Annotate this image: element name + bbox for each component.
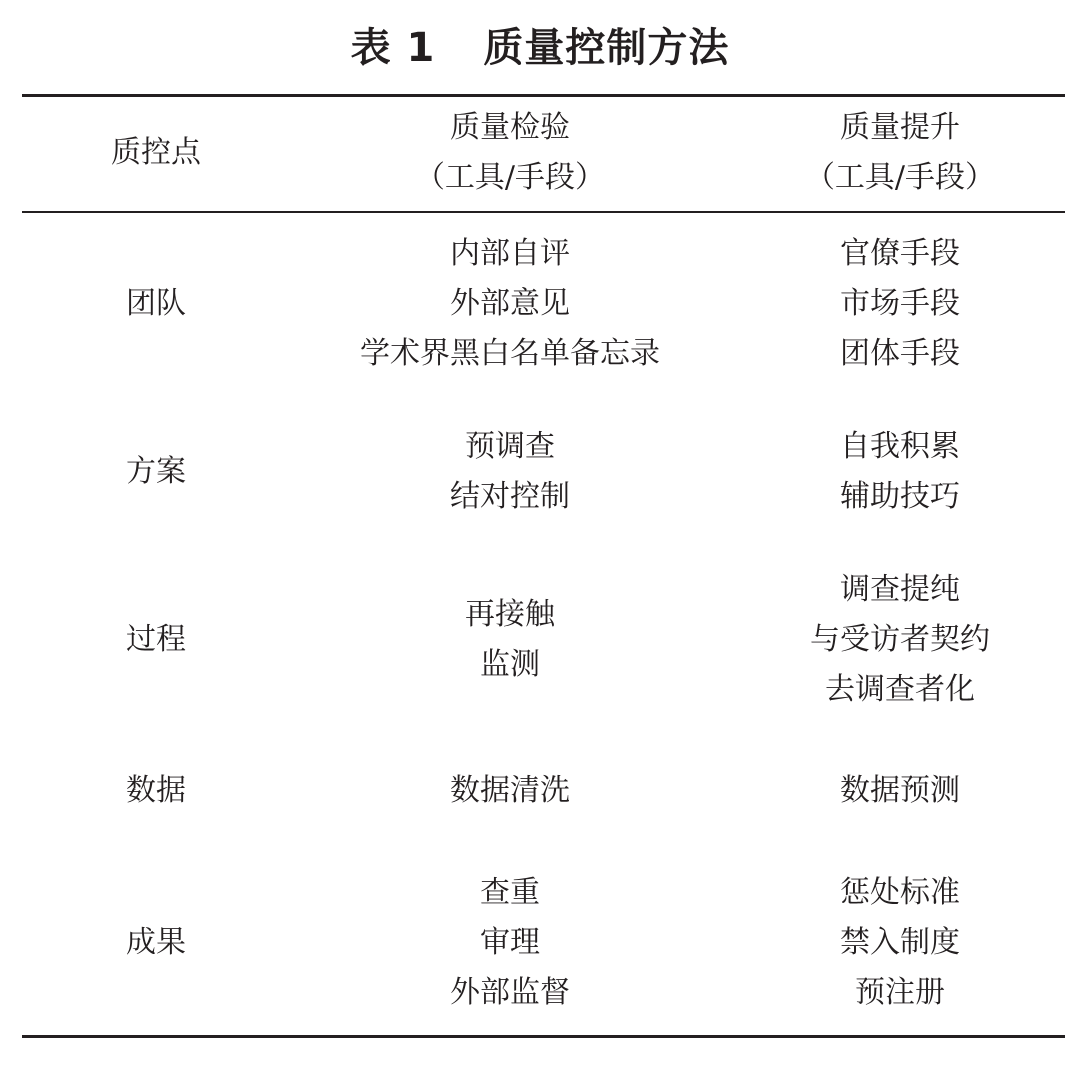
table-header-rule: [22, 211, 1065, 213]
row-team-improvement: 官僚手段 市场手段 团体手段: [840, 236, 960, 371]
row-process-improvement: 调查提纯 与受访者契约 去调查者化: [810, 572, 990, 707]
row-plan-point: 方案: [126, 454, 186, 489]
header-quality-point: 质控点: [111, 135, 201, 170]
row-team-inspection: 内部自评 外部意见 学术界黑白名单备忘录: [360, 236, 660, 371]
row-outcome-improvement: 惩处标准 禁入制度 预注册: [840, 875, 960, 1010]
row-data-point: 数据: [126, 773, 186, 808]
row-process-inspection: 再接触 监测: [465, 597, 555, 682]
row-data-inspection: 数据清洗: [450, 773, 570, 808]
row-outcome-inspection: 查重 审理 外部监督: [450, 875, 570, 1010]
header-quality-inspection: 质量检验 （工具/手段）: [414, 110, 606, 195]
row-team-point: 团队: [126, 286, 186, 321]
row-process-point: 过程: [126, 622, 186, 657]
table-bottom-rule: [22, 1035, 1065, 1038]
table-top-rule: [22, 94, 1065, 97]
row-plan-improvement: 自我积累 辅助技巧: [840, 429, 960, 514]
row-plan-inspection: 预调查 结对控制: [450, 429, 570, 514]
row-outcome-point: 成果: [126, 925, 186, 960]
row-data-improvement: 数据预测: [840, 773, 960, 808]
table-number: 表 1: [350, 25, 436, 71]
table-title: 质量控制方法: [483, 25, 730, 71]
header-quality-improvement: 质量提升 （工具/手段）: [804, 110, 996, 195]
table-caption: [0, 18, 1080, 78]
